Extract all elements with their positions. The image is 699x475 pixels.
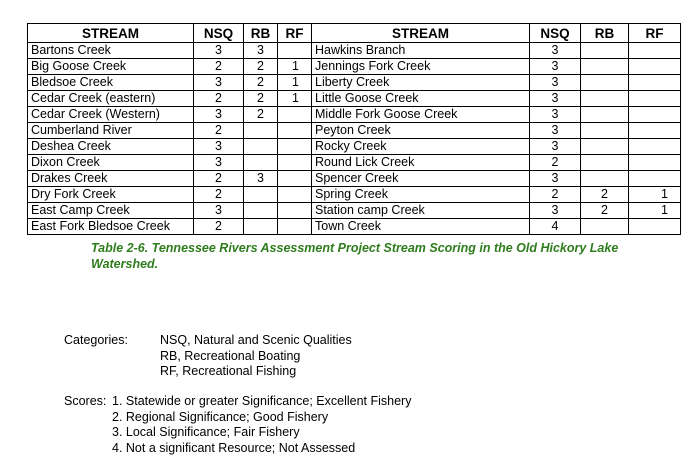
nsq-right-cell: 3: [530, 171, 581, 187]
nsq-right-cell: 3: [530, 203, 581, 219]
stream-name-left-cell: Big Goose Creek: [28, 59, 194, 75]
stream-name-left-cell: Drakes Creek: [28, 171, 194, 187]
rb-right-cell: [581, 59, 629, 75]
score-item: 1. Statewide or greater Significance; Excellent Fishery: [112, 394, 412, 408]
table-row: [28, 123, 681, 139]
nsq-right-cell: 2: [530, 155, 581, 171]
rf-left-cell: [278, 187, 312, 203]
stream-name-left-cell: East Fork Bledsoe Creek: [28, 219, 194, 235]
stream-name-right-cell: Spring Creek: [312, 187, 530, 203]
rb-left-cell: 3: [244, 171, 278, 187]
stream-name-left-cell: Cedar Creek (eastern): [28, 91, 194, 107]
nsq-right-cell: 3: [530, 91, 581, 107]
nsq-left-cell: 3: [194, 43, 244, 59]
category-item: RF, Recreational Fishing: [160, 364, 297, 378]
stream-name-right-cell: Station camp Creek: [312, 203, 530, 219]
rf-right-cell: [629, 59, 681, 75]
table-row: [28, 139, 681, 155]
rf-left-cell: 1: [278, 91, 312, 107]
table-row: [28, 107, 681, 123]
table-row: [28, 187, 681, 203]
nsq-right-cell: 3: [530, 43, 581, 59]
rb-left-cell: [244, 187, 278, 203]
rb-left-cell: 2: [244, 75, 278, 91]
rf-left-cell: [278, 155, 312, 171]
stream-name-left-cell: Dry Fork Creek: [28, 187, 194, 203]
rb-left-cell: 2: [244, 107, 278, 123]
rb-right-cell: 2: [581, 203, 629, 219]
stream-name-left-cell: Bledsoe Creek: [28, 75, 194, 91]
nsq-right-cell: 4: [530, 219, 581, 235]
rb-right-cell: [581, 139, 629, 155]
table-row: [28, 75, 681, 91]
rf-right-cell: [629, 43, 681, 59]
stream-scoring-table: [27, 23, 681, 235]
table-caption: Table 2-6. Tennessee Rivers Assessment Project Stream Scoring in the Old Hickory Lake Watershed.: [91, 241, 619, 271]
stream-name-right-cell: Liberty Creek: [312, 75, 530, 91]
stream-name-right-cell: Spencer Creek: [312, 171, 530, 187]
rf-right-cell: [629, 139, 681, 155]
scores-label: Scores:: [64, 394, 107, 408]
rb-right-cell: [581, 219, 629, 235]
nsq-left-cell: 3: [194, 155, 244, 171]
header-rb-right: RB: [581, 24, 629, 43]
nsq-left-cell: 3: [194, 107, 244, 123]
scores-list: [112, 394, 411, 456]
rb-right-cell: [581, 75, 629, 91]
nsq-left-cell: 3: [194, 139, 244, 155]
header-nsq-right: NSQ: [530, 24, 581, 43]
table-row: [28, 203, 681, 219]
nsq-left-cell: 2: [194, 171, 244, 187]
rf-left-cell: 1: [278, 75, 312, 91]
rf-right-cell: 1: [629, 187, 681, 203]
rf-right-cell: [629, 219, 681, 235]
stream-name-left-cell: East Camp Creek: [28, 203, 194, 219]
rf-right-cell: [629, 91, 681, 107]
category-item: NSQ, Natural and Scenic Qualities: [160, 333, 352, 347]
rf-left-cell: [278, 43, 312, 59]
rf-right-cell: [629, 171, 681, 187]
rf-left-cell: 1: [278, 59, 312, 75]
header-nsq-left: NSQ: [194, 24, 244, 43]
nsq-right-cell: 3: [530, 139, 581, 155]
rf-left-cell: [278, 123, 312, 139]
rb-right-cell: [581, 123, 629, 139]
categories-list: [160, 333, 352, 380]
rf-right-cell: 1: [629, 203, 681, 219]
nsq-left-cell: 3: [194, 203, 244, 219]
nsq-right-cell: 3: [530, 59, 581, 75]
stream-name-right-cell: Peyton Creek: [312, 123, 530, 139]
score-item: 2. Regional Significance; Good Fishery: [112, 409, 329, 424]
stream-name-right-cell: Jennings Fork Creek: [312, 59, 530, 75]
score-item: 4. Not a significant Resource; Not Assessed: [112, 440, 356, 455]
table-row: [28, 171, 681, 187]
stream-name-right-cell: Hawkins Branch: [312, 43, 530, 59]
stream-name-left-cell: Dixon Creek: [28, 155, 194, 171]
nsq-right-cell: 2: [530, 187, 581, 203]
stream-name-left-cell: Deshea Creek: [28, 139, 194, 155]
rb-right-cell: [581, 43, 629, 59]
rb-left-cell: [244, 203, 278, 219]
rf-left-cell: [278, 219, 312, 235]
nsq-left-cell: 2: [194, 187, 244, 203]
table-header-row: [28, 24, 681, 43]
stream-name-left-cell: Cumberland River: [28, 123, 194, 139]
table-body: [28, 43, 681, 235]
header-rf-left: RF: [278, 24, 312, 43]
header-stream-left: STREAM: [28, 24, 194, 43]
nsq-left-cell: 3: [194, 75, 244, 91]
rb-right-cell: [581, 107, 629, 123]
rb-left-cell: 3: [244, 43, 278, 59]
nsq-left-cell: 2: [194, 219, 244, 235]
rf-left-cell: [278, 171, 312, 187]
header-rb-left: RB: [244, 24, 278, 43]
rb-right-cell: [581, 155, 629, 171]
stream-name-right-cell: Little Goose Creek: [312, 91, 530, 107]
nsq-right-cell: 3: [530, 75, 581, 91]
rb-left-cell: [244, 219, 278, 235]
nsq-left-cell: 2: [194, 123, 244, 139]
category-item: RB, Recreational Boating: [160, 348, 301, 363]
categories-label: Categories:: [64, 333, 128, 347]
rf-right-cell: [629, 75, 681, 91]
stream-name-right-cell: Middle Fork Goose Creek: [312, 107, 530, 123]
table-row: [28, 91, 681, 107]
nsq-right-cell: 3: [530, 123, 581, 139]
rb-left-cell: [244, 139, 278, 155]
rb-left-cell: [244, 155, 278, 171]
score-item: 3. Local Significance; Fair Fishery: [112, 425, 300, 439]
stream-name-right-cell: Round Lick Creek: [312, 155, 530, 171]
rb-left-cell: 2: [244, 91, 278, 107]
rb-left-cell: 2: [244, 59, 278, 75]
rf-right-cell: [629, 155, 681, 171]
stream-name-left-cell: Bartons Creek: [28, 43, 194, 59]
rb-left-cell: [244, 123, 278, 139]
stream-name-right-cell: Rocky Creek: [312, 139, 530, 155]
nsq-left-cell: 2: [194, 91, 244, 107]
table-row: [28, 43, 681, 59]
table-row: [28, 59, 681, 75]
stream-name-right-cell: Town Creek: [312, 219, 530, 235]
nsq-right-cell: 3: [530, 107, 581, 123]
table-row: [28, 155, 681, 171]
rf-left-cell: [278, 203, 312, 219]
rf-right-cell: [629, 123, 681, 139]
table-row: [28, 219, 681, 235]
nsq-left-cell: 2: [194, 59, 244, 75]
rb-right-cell: [581, 171, 629, 187]
rb-right-cell: 2: [581, 187, 629, 203]
rf-left-cell: [278, 139, 312, 155]
rf-left-cell: [278, 107, 312, 123]
stream-name-left-cell: Cedar Creek (Western): [28, 107, 194, 123]
rb-right-cell: [581, 91, 629, 107]
header-rf-right: RF: [629, 24, 681, 43]
rf-right-cell: [629, 107, 681, 123]
header-stream-right: STREAM: [312, 24, 530, 43]
